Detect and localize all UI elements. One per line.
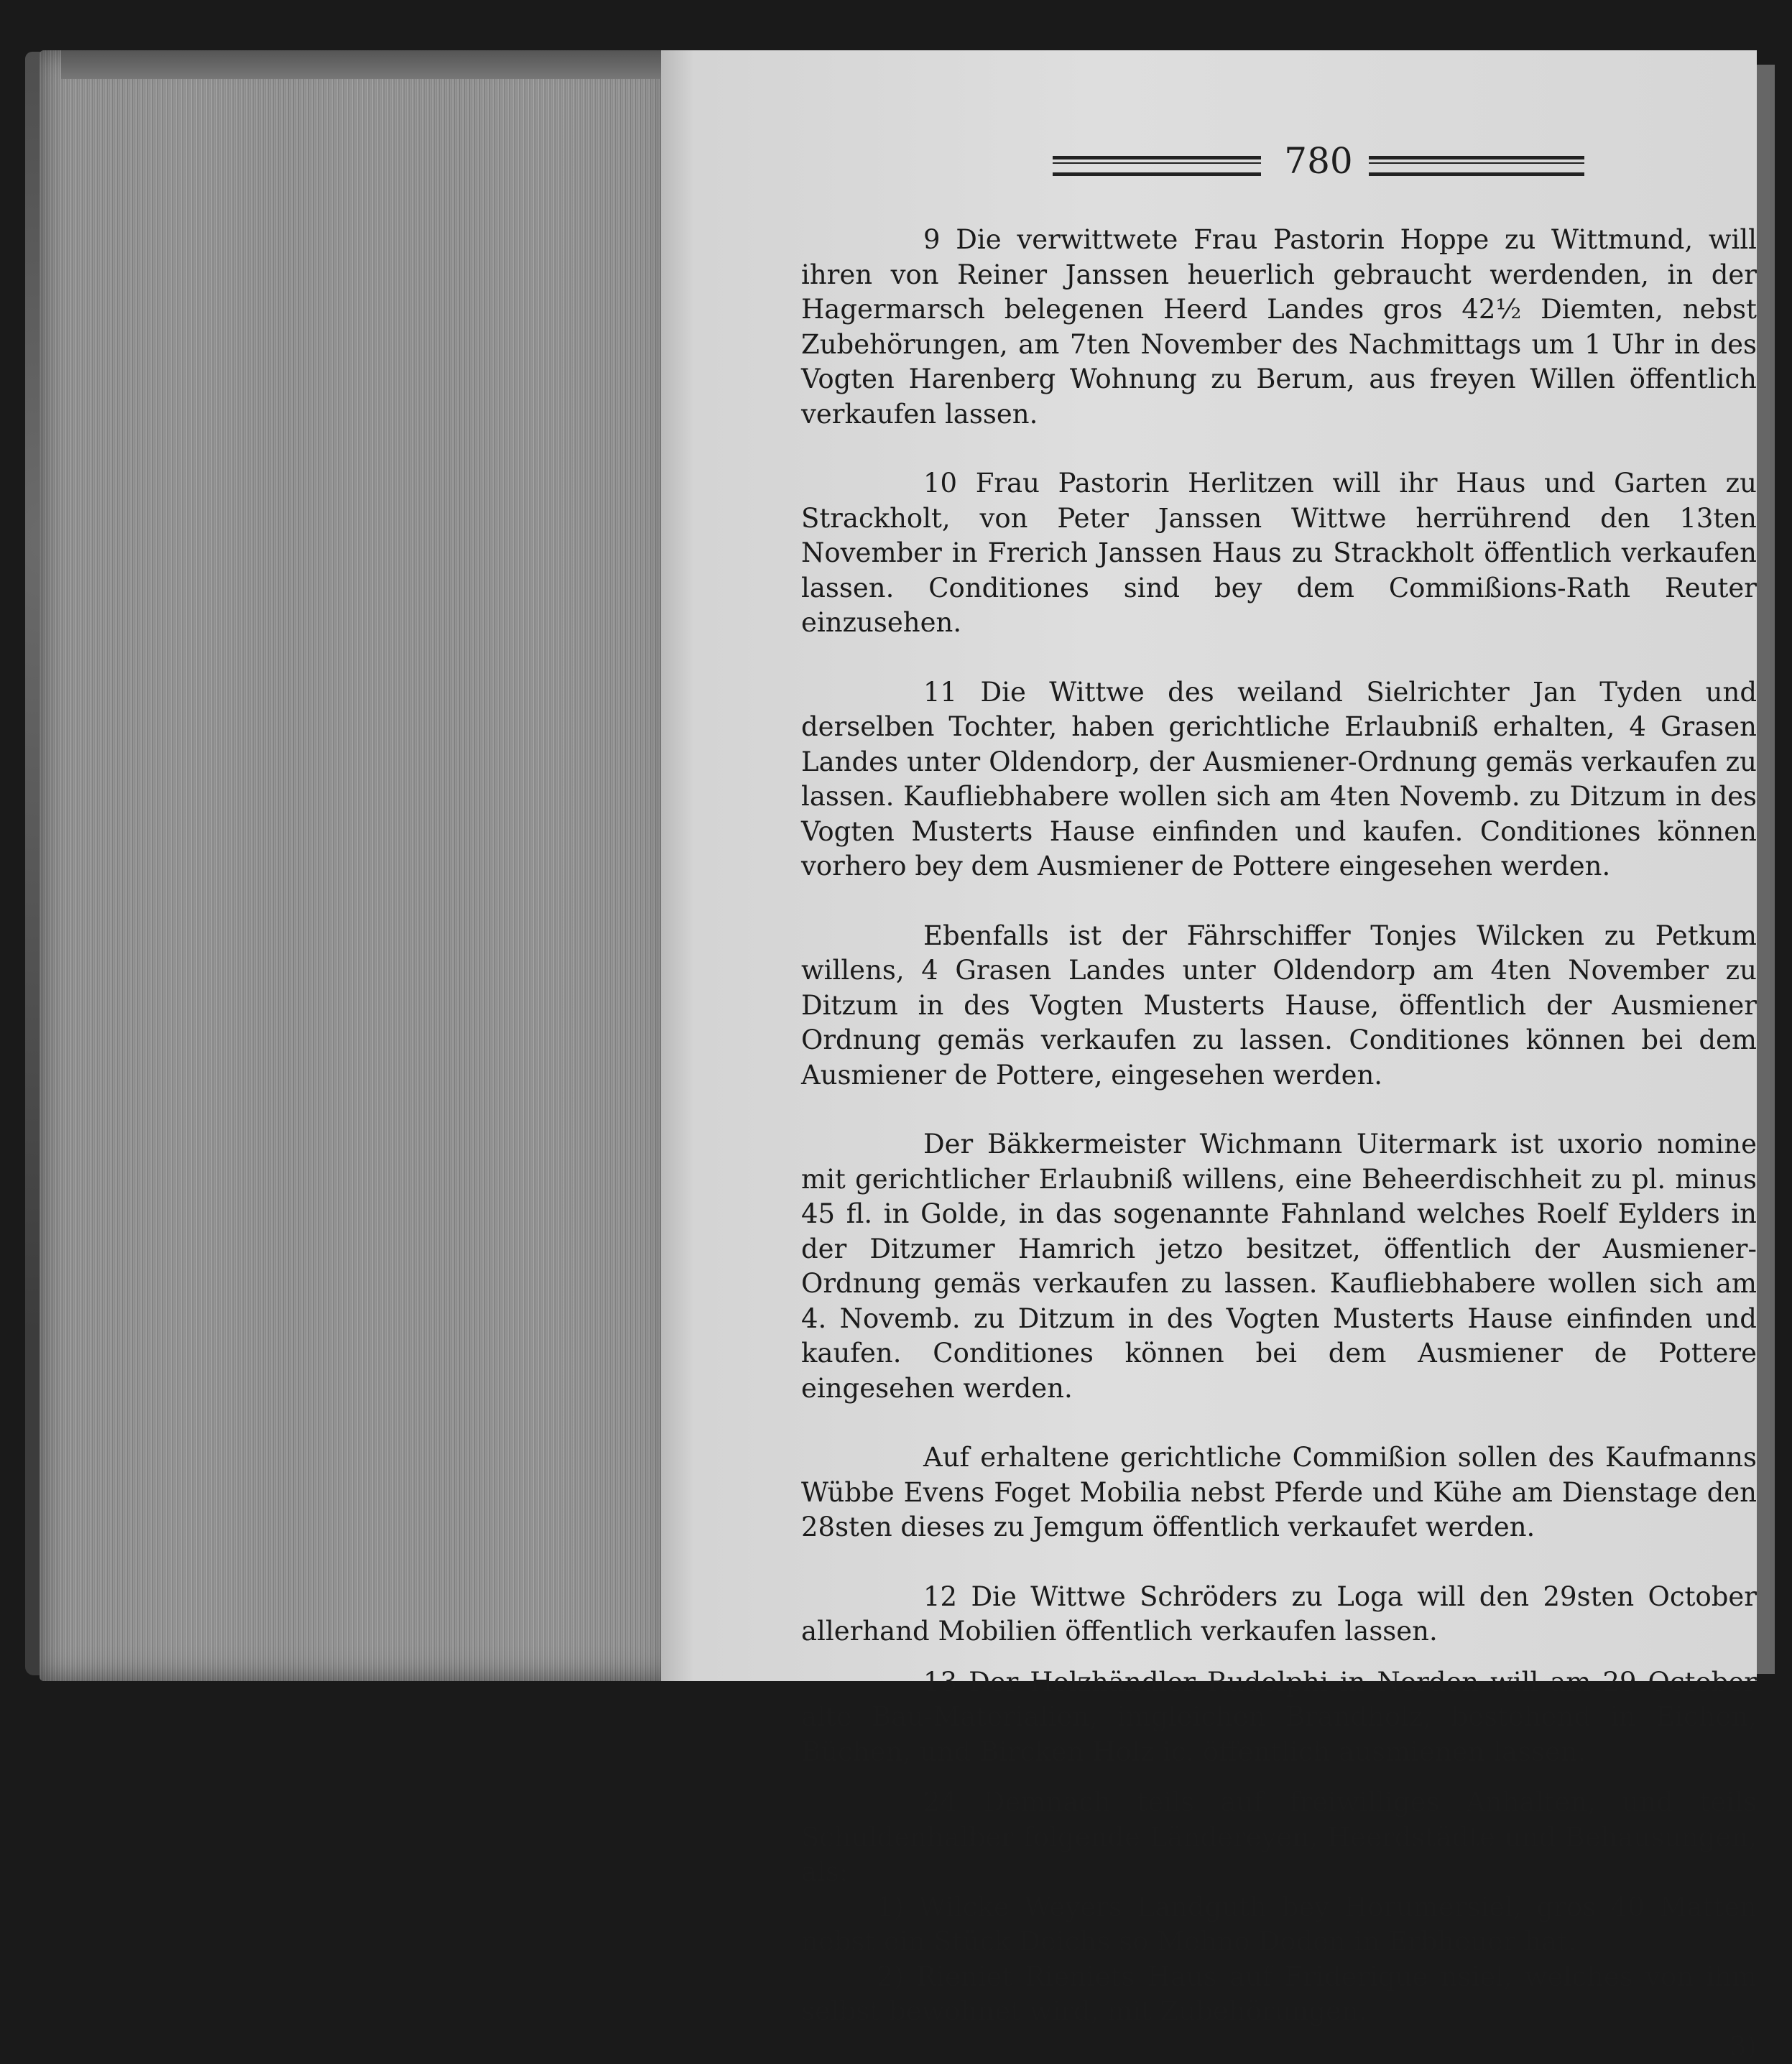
book-cover-top: [61, 50, 672, 79]
notice-24: 24 Demnach teils auf freiwilliges Anhalten, und teils Schuldenhalber folgende Ländereyen, Heerdstädte und Behausungen, als:: [801, 1785, 1757, 1890]
catchword: 3): [801, 2030, 1757, 2064]
notice-baekkermeister: Der Bäkkermeister Wichmann Uitermark ist uxorio nomine mit gerichtlicher Erlaubniß willens, eine Beheerdischheit zu pl. minus 45 fl. in Golde, in das sogenannte Fahnland welches Roelf Eylders in der Ditzumer Hamrich jetzo besitzet, öffentlich der Ausmiener-Ordnung gemäs verkaufen zu lassen. Kaufliebhabere wollen sich am 4. Novemb. zu Ditzum in des Vogten Musterts Hause einfinden und kaufen. Conditiones können bei dem Ausmiener de Pottere eingesehen werden.: [801, 1127, 1757, 1406]
notice-9: 9 Die verwittwete Frau Pastorin Hoppe zu Wittmund, will ihren von Reiner Janssen heuerlich gebraucht werdenden, in der Hagermarsch belegenen Heerd Landes gros 42½ Diemten, nebst Zubehörungen, am 7ten November des Nachmittags um 1 Uhr in des Vogten Harenberg Wohnung zu Berum, aus freyen Willen öffentlich verkaufen lassen.: [801, 223, 1757, 432]
notice-faehrschiffer: Ebenfalls ist der Fährschiffer Tonjes Wilcken zu Petkum willens, 4 Grasen Landes unter Oldendorp am 4ten November zu Ditzum in des Vogten Musterts Hause, öffentlich der Ausmiener Ordnung gemäs verkaufen zu lassen. Conditiones können bei dem Ausmiener de Pottere, eingesehen werden.: [801, 919, 1757, 1093]
notice-11: 11 Die Wittwe des weiland Sielrichter Jan Tyden und derselben Tochter, haben gerichtliche Erlaubniß erhalten, 4 Grasen Landes unter Oldendorp, der Ausmiener-Ordnung gemäs verkaufen zu lassen. Kaufliebhabere wollen sich am 4ten Novemb. zu Ditzum in des Vogten Musterts Hause einfinden und kaufen. Conditiones können vorhero bey dem Ausmiener de Pottere eingesehen werden.: [801, 675, 1757, 884]
notice-12: 12 Die Wittwe Schröders zu Loga will den 29sten October allerhand Mobilien öffentlich verkaufen lassen.: [801, 1580, 1757, 1649]
notice-10: 10 Frau Pastorin Herlitzen will ihr Haus und Garten zu Strackholt, von Peter Janssen Wittwe herrührend den 13ten November in Frerich Janssen Haus zu Strackholt öffentlich verkaufen lassen. Conditiones sind bey dem Commißions-Rath Reuter einzusehen.: [801, 466, 1757, 641]
list-item: 1) Wilcke Weyers Landguth bey Horumersiel, gros 40 Matten nebst ein Stück Deichs so Mehno Doden in Erbheuer hat.: [801, 1890, 1757, 1960]
page-header: [1053, 140, 1699, 190]
header-rule-right: [1369, 156, 1584, 176]
book-page-edges: [40, 50, 672, 1681]
header-rule-left: [1053, 156, 1261, 176]
notice-13: 13 Der Holzhändler Rudolphi in Norden will am 29 October alte Bau-Materialien, imgleichen Brandholz, bestehend in Eichen, Büchen, und Bircken Holz ic. öffentlich ausmienen lassen.: [801, 1665, 1757, 1770]
notice-commission: Auf erhaltene gerichtliche Commißion sollen des Kaufmanns Wübbe Evens Foget Mobilia nebst Pferde und Kühe am Dienstage den 28sten dieses zu Jemgum öffentlich verkaufet werden.: [801, 1440, 1757, 1545]
page-number: 780: [1283, 140, 1354, 182]
page-body: [801, 223, 1757, 2064]
list-item: 2) Rieniet Rieniets Haus auf Friderique nsiel, welches von ihm selbst bewohnet wird, mit Zubehörungen.: [801, 1960, 1757, 2030]
